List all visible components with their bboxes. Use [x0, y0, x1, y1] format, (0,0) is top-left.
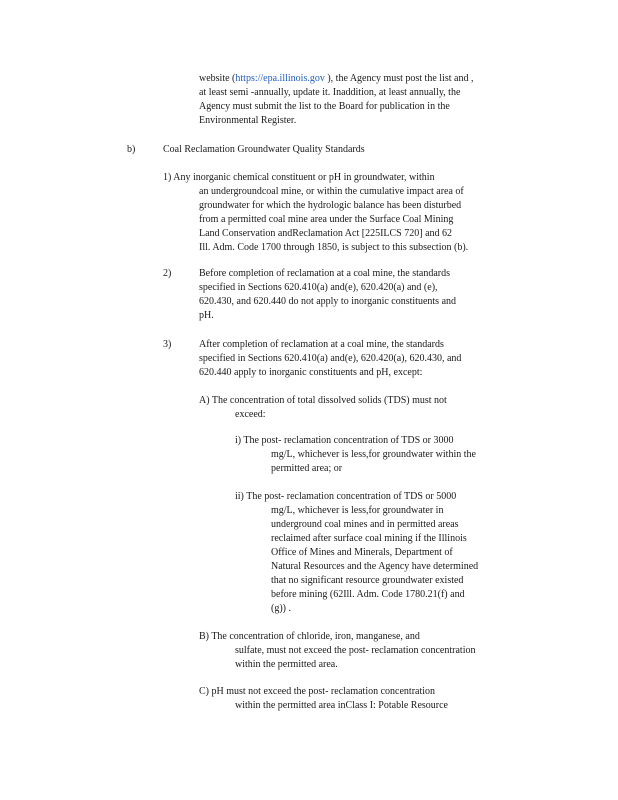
item-1-line: from a permitted coal mine area under the Surface Coal Mining: [199, 214, 454, 225]
item-a-body: [235, 408, 495, 422]
item-b-line: within the permitted area.: [235, 659, 338, 670]
item-b-line: sulfate, must not exceed the post- reclamation concentration: [235, 645, 476, 656]
section-b-label: b): [127, 144, 136, 155]
item-a-first-line: A) The concentration of total dissolved solids (TDS) must not: [199, 395, 447, 406]
item-a-ii-line: reclaimed after surface coal mining if the Illinois: [271, 533, 467, 544]
intro-line: at least semi -annually, update it. Inaddition, at least annually, the: [199, 87, 461, 98]
item-2-line: Before completion of reclamation at a coal mine, the standards: [199, 268, 451, 279]
item-a-ii-line: Natural Resources and the Agency have determined: [271, 561, 479, 572]
item-c-line: within the permitted area inClass I: Potable Resource: [235, 700, 448, 711]
item-b-body: [235, 644, 495, 672]
item-a-ii-line: before mining (62Ill. Adm. Code 1780.21(f) and: [271, 589, 465, 600]
item-1-line: Land Conservation andReclamation Act [225ILCS 720] and 62: [199, 228, 453, 239]
item-a-i-first-line: i) The post- reclamation concentration of TDS or 3000: [235, 435, 454, 446]
intro-line: Environmental Register.: [199, 115, 297, 126]
item-a-ii-line: mg/L, whichever is less,for groundwater in: [271, 505, 444, 516]
item-a-ii-body: [271, 504, 519, 616]
item-3-label: 3): [163, 339, 172, 350]
item-a-i-line: mg/L, whichever is less,for groundwater within the: [271, 449, 476, 460]
item-1-line: an undergroundcoal mine, or within the cumulative impact area of: [199, 186, 464, 197]
item-2-line: 620.430, and 620.440 do not apply to inorganic constituents and: [199, 296, 457, 307]
item-1-body: [199, 185, 521, 255]
intro-paragraph: [199, 72, 521, 128]
item-3-line: After completion of reclamation at a coal mine, the standards: [199, 339, 444, 350]
item-a-ii-line: Office of Mines and Minerals, Department of: [271, 547, 453, 558]
intro-line-1: website (https://epa.illinois.gov ), the Agency must post the list and ,: [199, 73, 474, 84]
item-2-label: 2): [163, 268, 172, 279]
intro-line: Agency must submit the list to the Board for publication in the: [199, 101, 450, 112]
item-3-line: specified in Sections 620.410(a) and(e), 620.420(a), 620.430, and: [199, 353, 462, 364]
item-1-line: Ill. Adm. Code 1700 through 1850, is subject to this subsection (b).: [199, 242, 469, 253]
item-1-first-line: 1) Any inorganic chemical constituent or pH in groundwater, within: [163, 172, 435, 183]
item-2-body: [199, 267, 511, 323]
item-a-ii-first-line: ii) The post- reclamation concentration of TDS or 5000: [235, 491, 457, 502]
item-a-ii-line: that no significant resource groundwater existed: [271, 575, 464, 586]
item-1-line: groundwater for which the hydrologic balance has been disturbed: [199, 200, 462, 211]
item-a-ii-line: underground coal mines and in permitted areas: [271, 519, 459, 530]
item-2-line: specified in Sections 620.410(a) and(e), 620.420(a) and (e),: [199, 282, 438, 293]
item-2-line: pH.: [199, 310, 214, 321]
item-a-i-body: [271, 448, 519, 476]
item-a-i-line: permitted area; or: [271, 463, 343, 474]
item-a-line: exceed:: [235, 409, 266, 420]
item-c-first-line: C) pH must not exceed the post- reclamation concentration: [199, 686, 436, 697]
section-b-title: Coal Reclamation Groundwater Quality Standards: [163, 144, 365, 155]
item-3-line: 620.440 apply to inorganic constituents and pH, except:: [199, 367, 423, 378]
item-c-body: [235, 699, 491, 713]
epa-website-link[interactable]: https://epa.illinois.gov: [235, 73, 325, 84]
item-b-first-line: B) The concentration of chloride, iron, manganese, and: [199, 631, 420, 642]
item-a-ii-line: (g)) .: [271, 603, 291, 614]
item-3-body: [199, 338, 515, 380]
